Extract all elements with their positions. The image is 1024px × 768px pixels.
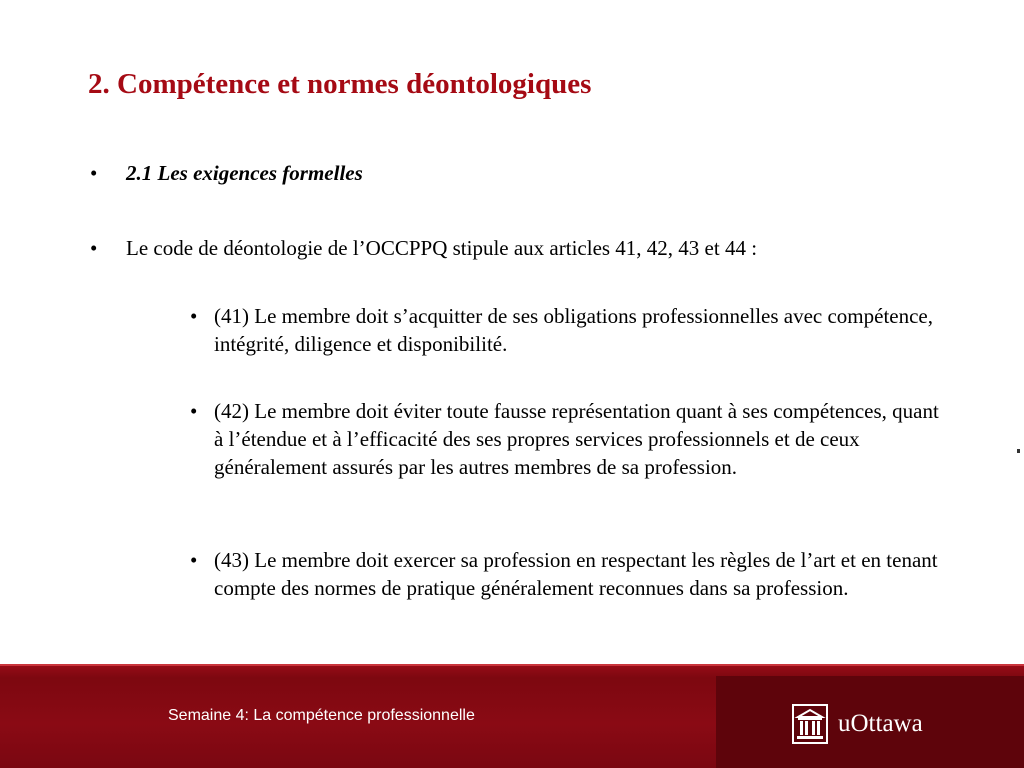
university-building-icon <box>792 704 828 744</box>
article-43-text: (43) Le membre doit exercer sa profession en respectant les règles de l’art et en tenant compte des normes de pratique généralement reconnues dans sa profession. <box>214 548 938 600</box>
sub-bullet-article-43 <box>190 546 940 602</box>
footer-caption: Semaine 4: La compétence professionnelle <box>168 707 475 724</box>
article-41-text: (41) Le membre doit s’acquitter de ses obligations professionnelles avec compétence, intégrité, diligence et disponibilité. <box>214 304 934 356</box>
sub-bullet-marker: • <box>190 399 198 423</box>
bullet-marker: • <box>90 161 98 185</box>
article-42-text: (42) Le membre doit éviter toute fausse représentation quant à ses compétences, quant à l’étendue et à l’efficacité des ses propres services professionnels et de ceux généralement assurés par les autres membres de sa profession. <box>214 399 939 479</box>
stray-mark <box>1017 449 1020 453</box>
sub-bullet-article-42 <box>190 397 940 481</box>
footer-divider <box>0 664 1024 666</box>
bullet-marker: • <box>90 236 98 260</box>
subsection-heading: 2.1 Les exigences formelles <box>126 161 363 185</box>
sub-bullet-article-41 <box>190 302 940 358</box>
sub-bullet-marker: • <box>190 548 198 572</box>
sub-bullet-marker: • <box>190 304 198 328</box>
uottawa-logo-text: uOttawa <box>838 710 923 737</box>
code-intro-text: Le code de déontologie de l’OCCPPQ stipule aux articles 41, 42, 43 et 44 : <box>126 236 758 260</box>
slide-title: 2. Compétence et normes déontologiques <box>88 68 592 100</box>
